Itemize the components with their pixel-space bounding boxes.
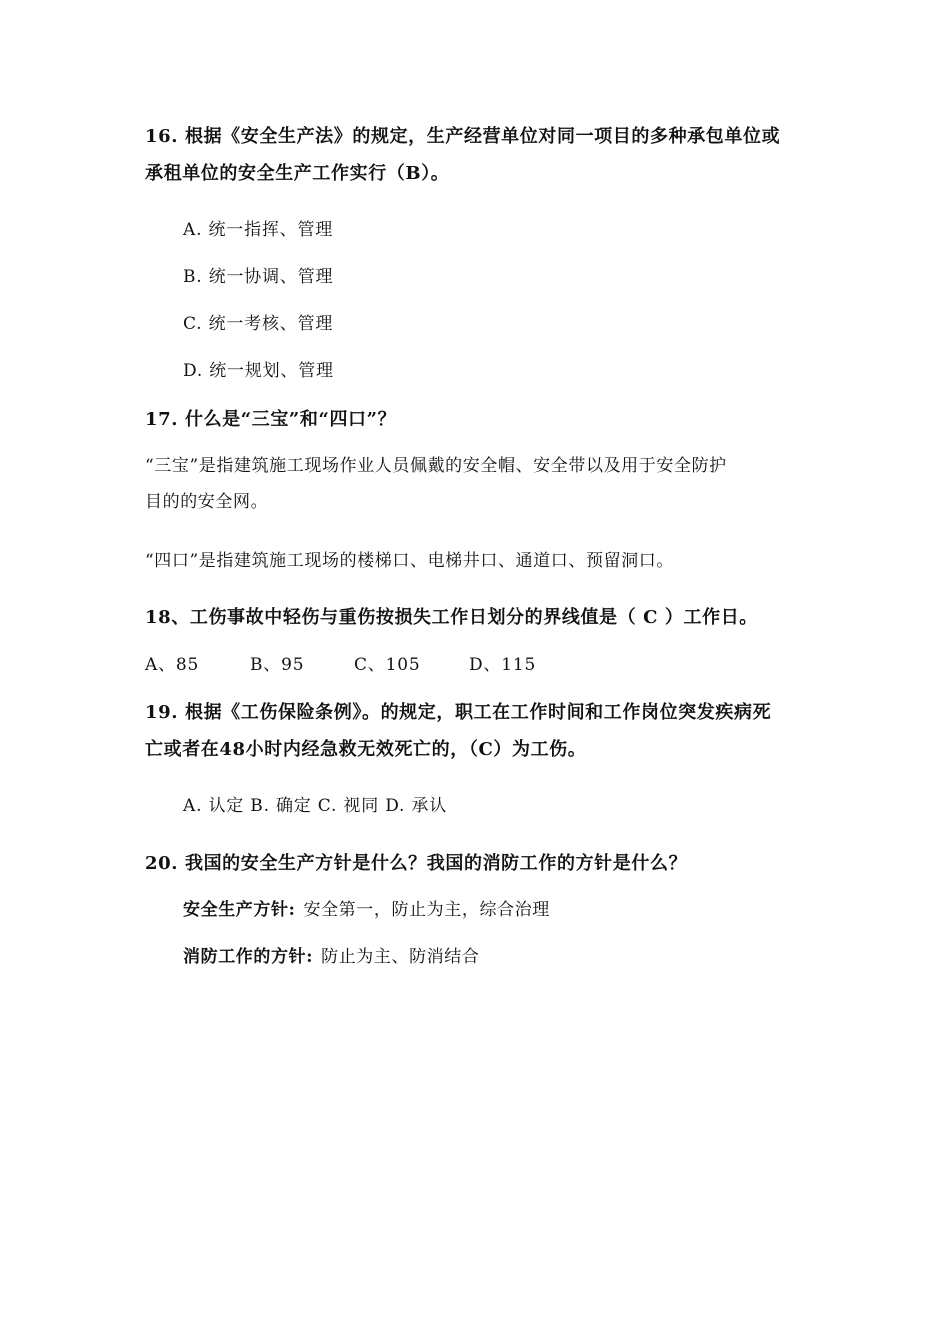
- question-19-line-2: 亡或者在48小时内经急救无效死亡的，（C）为工伤。: [145, 739, 587, 760]
- question-16-option-d: D. 统一规划、管理: [183, 361, 334, 381]
- question-20-answer-2: [183, 949, 479, 966]
- question-20-answer-1: [183, 902, 550, 919]
- question-17-answer-2: “四口”是指建筑施工现场的楼梯口、电梯井口、通道口、预留洞口。: [145, 551, 674, 571]
- question-18-option-d: D、115: [469, 655, 537, 675]
- question-16-line-2: 承租单位的安全生产工作实行（B）。: [145, 163, 450, 184]
- question-16-option-c: C. 统一考核、管理: [183, 314, 334, 334]
- question-17-answer-1-line-1: “三宝”是指建筑施工现场作业人员佩戴的安全帽、安全带以及用于安全防护: [145, 456, 727, 476]
- question-19-line-1: 19. 根据《工伤保险条例》。的规定，职工在工作时间和工作岗位突发疾病死: [145, 702, 772, 723]
- question-18-title: 18、工伤事故中轻伤与重伤按损失工作日划分的界线值是（ C ）工作日。: [145, 607, 758, 628]
- question-18-option-c: C、105: [354, 655, 421, 675]
- question-20-answer-2-text: 防止为主、防消结合: [321, 947, 480, 967]
- question-17-answer-1-line-2: 目的的安全网。: [145, 492, 269, 512]
- question-18-option-b: B、95: [250, 655, 305, 675]
- question-20-answer-1-text: 安全第一，防止为主，综合治理: [303, 900, 550, 920]
- question-16-option-a: A. 统一指挥、管理: [183, 220, 334, 240]
- question-20-title: 20. 我国的安全生产方针是什么？我国的消防工作的方针是什么？: [145, 853, 688, 874]
- question-18-option-a: A、85: [145, 655, 200, 675]
- question-19-options: A. 认定 B. 确定 C. 视同 D. 承认: [183, 796, 448, 816]
- question-16-option-b: B. 统一协调、管理: [183, 267, 334, 287]
- question-20-answer-1-label: 安全生产方针:: [183, 900, 296, 920]
- question-16-line-1: 16. 根据《安全生产法》的规定，生产经营单位对同一项目的多种承包单位或: [145, 126, 781, 147]
- question-17-title: 17. 什么是“三宝”和“四口”？: [145, 409, 397, 430]
- question-20-answer-2-label: 消防工作的方针:: [183, 947, 314, 967]
